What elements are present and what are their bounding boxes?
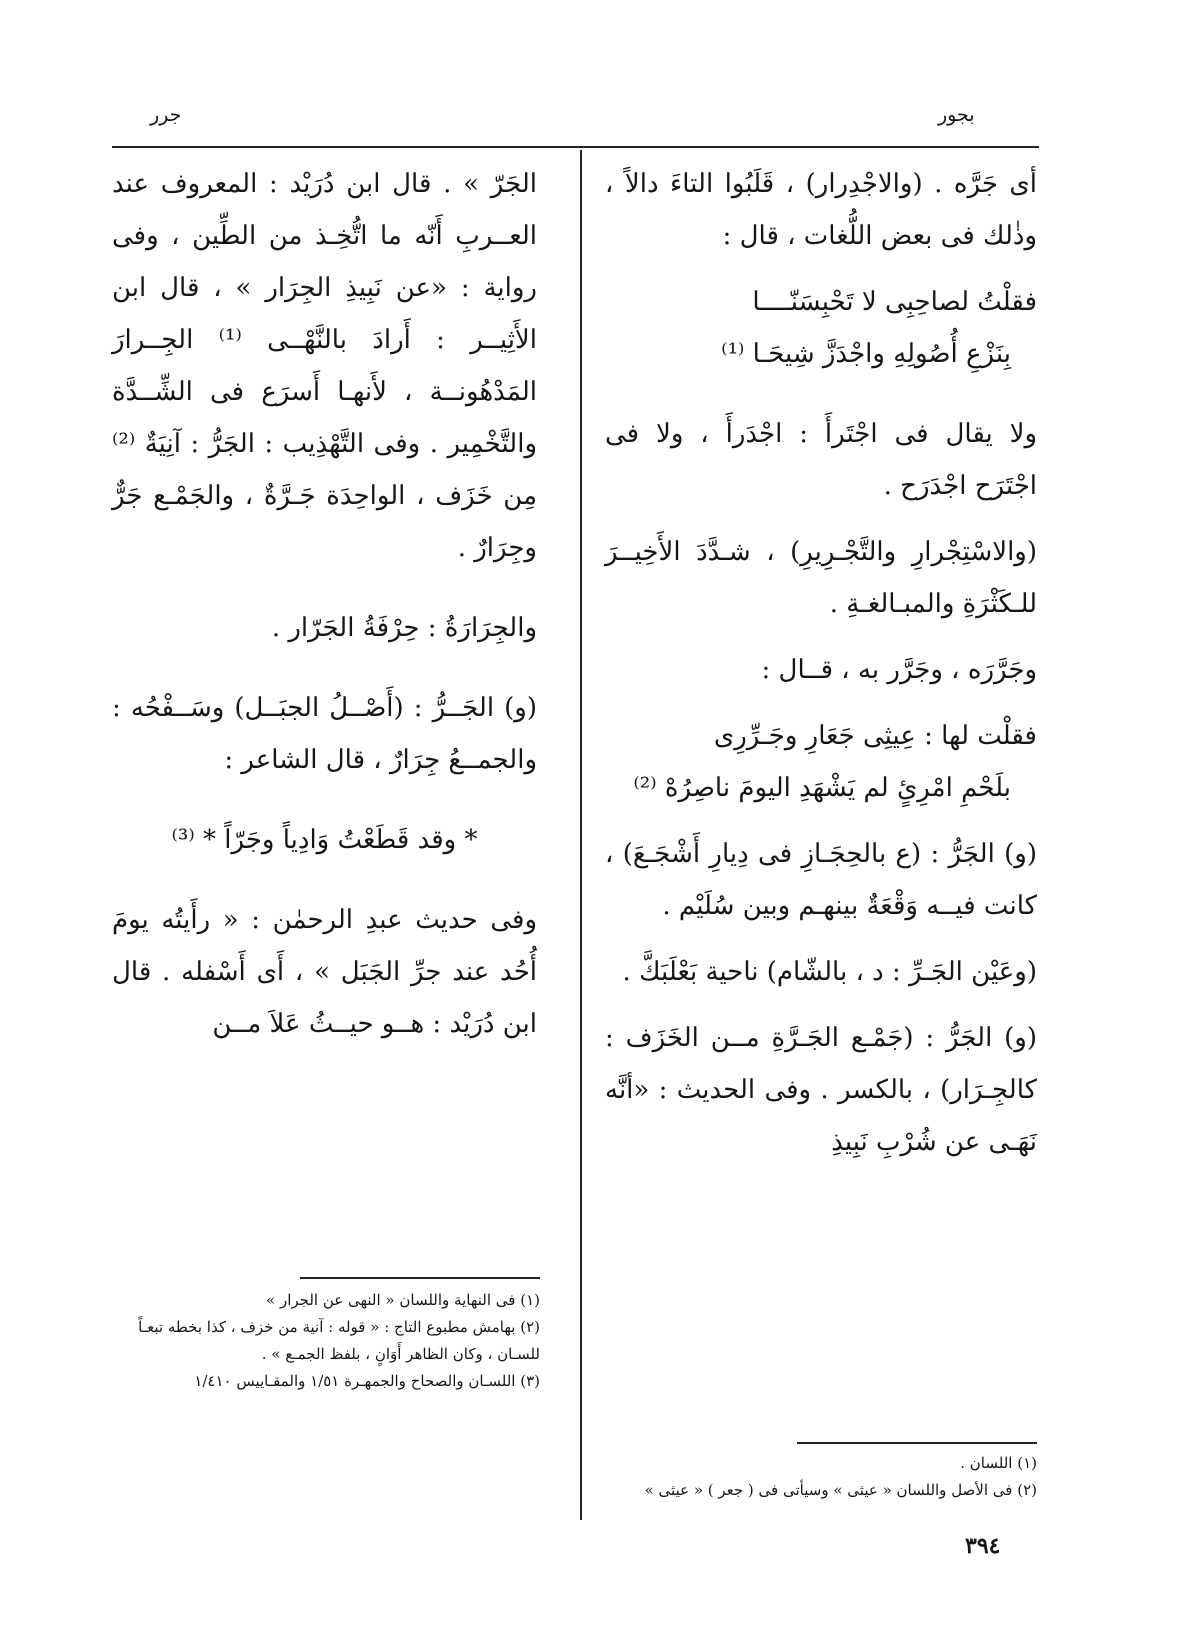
paragraph: (و) الجَرُّ : (ع بالحِجَـازِ فى دِيارِ أَشْجَـعَ) ، كانت فيــه وَقْعَةٌ بينهـم وبين سُلَيْم . xyxy=(605,839,1037,921)
footnote: (٢) بهامش مطبوع التاج : « قوله : آنية من خزف ، كذا بخطه تبعـاً للسـان ، وكان الظاهر أَوَانٍ ، بلفظ الجمـع » . xyxy=(138,1318,540,1363)
running-head-right: بجور xyxy=(938,104,975,126)
paragraph: وجَرَّرَه ، وجَرَّر به ، قــال : xyxy=(761,655,1037,685)
paragraph: (وعَيْن الجَـرِّ : د ، بالشّام) ناحية بَعْلَبَكَّ . xyxy=(622,957,1037,987)
running-head-left: جرر xyxy=(150,104,182,126)
footnotes-right xyxy=(605,1450,1037,1504)
hemistich: * وقد قَطَعْتُ وَادِياً وجَرّاً * ⁽³⁾ xyxy=(171,825,478,855)
footnote-rule-left xyxy=(300,1277,540,1279)
paragraph: الجَرّ » . قال ابن دُرَيْد : المعروف عند العــربِ أَنّه ما اتُّخِـذ من الطِّين ، وفى رواية : «عن نَبِيذِ الجِرَار » ، قال ابن الأَثِيــر : أَرادَ بالنَّهْــى ⁽¹⁾ الجِــرارَ المَدْهُونــة ، لأَنهـا أَسرَع فى الشِّــدَّة والتَّخْمِير . وفى التَّهْذِيب : الجَرُّ : آنِيَةٌ ⁽²⁾ مِن خَزَف ، الواحِدَة جَـرَّةٌ ، والجَمْـع جَرٌّ وجِرَارٌ . xyxy=(112,169,537,563)
paragraph: ولا يقال فى اجْتَرأَ : اجْدَرأَ ، ولا فى اجْتَرَح اجْدَرَح . xyxy=(605,419,1037,501)
header-rule xyxy=(112,146,1039,148)
verse xyxy=(605,710,1037,814)
verse-second-hemistich: بلَحْمِ امْرِئٍ لم يَشْهَدِ اليومَ ناصِرُهْ ⁽²⁾ xyxy=(633,773,1011,803)
right-column xyxy=(605,158,1037,1168)
left-column xyxy=(112,158,537,1050)
paragraph: والجِرَارَةُ : حِرْفَةُ الجَرّار . xyxy=(271,613,537,643)
verse-second-hemistich: بِنَزْعِ أُصُولِهِ واجْدَزَّ شِيحَـا ⁽¹⁾ xyxy=(721,339,1011,369)
footnote: (٢) فى الأصل واللسان « عيثى » وسيأتى فى ( جعر ) « عيثى » xyxy=(644,1481,1037,1499)
paragraph: وفى حديث عبدِ الرحمٰن : « رأَيتُه يومَ أُحُد عند جرِّ الجَبَل » ، أَى أَسْفله . قال ابن دُرَيْد : هــو حيــثُ عَلاَ مــن xyxy=(112,905,537,1039)
column-divider xyxy=(580,150,582,1520)
verse-first-hemistich: فقلْت لها : عِيثِى جَعَارِ وجَـرِّرِى xyxy=(713,721,1037,751)
footnote-rule-right xyxy=(797,1442,1037,1444)
page-number: ٣٩٤ xyxy=(965,1533,1001,1559)
verse xyxy=(605,276,1037,380)
verse-first-hemistich: فقلْتُ لصاحِبِى لا تَحْبِسَنّــــا xyxy=(752,287,1037,317)
footnote: (١) فى النهاية واللسان « النهى عن الجرار » xyxy=(266,1291,540,1309)
paragraph: (و) الجَرُّ : (جَمْـع الجَـرَّةِ مــن الخَزَف : كالجِـرَار) ، بالكسر . وفى الحديث : «أنَّه نَهَـى عن شُرْبِ نَبِيذِ xyxy=(605,1023,1037,1157)
footnote: (١) اللسان . xyxy=(960,1454,1037,1472)
paragraph: (والاسْتِجْرارِ والتَّجْـرِيرِ) ، شـدَّدَ الأَخِيــرَ للـكَثْرَةِ والمبـالغـةِ . xyxy=(605,537,1037,619)
footnotes-left xyxy=(112,1287,540,1395)
paragraph: (و) الجَــرُّ : (أَصْــلُ الجبَــل) وسَــفْحُه : والجمــعُ جِرَارٌ ، قال الشاعر : xyxy=(112,693,537,775)
paragraph: أى جَرَّه . (والاجْدِرار) ، قَلَبُوا التاءَ دالاً ، وذٰلك فى بعض اللُّغات ، قال : xyxy=(605,169,1037,251)
footnote: (٣) اللسـان والصحاح والجمهـرة ١/٥١ والمقـاييس ١/٤١٠ xyxy=(194,1372,540,1390)
